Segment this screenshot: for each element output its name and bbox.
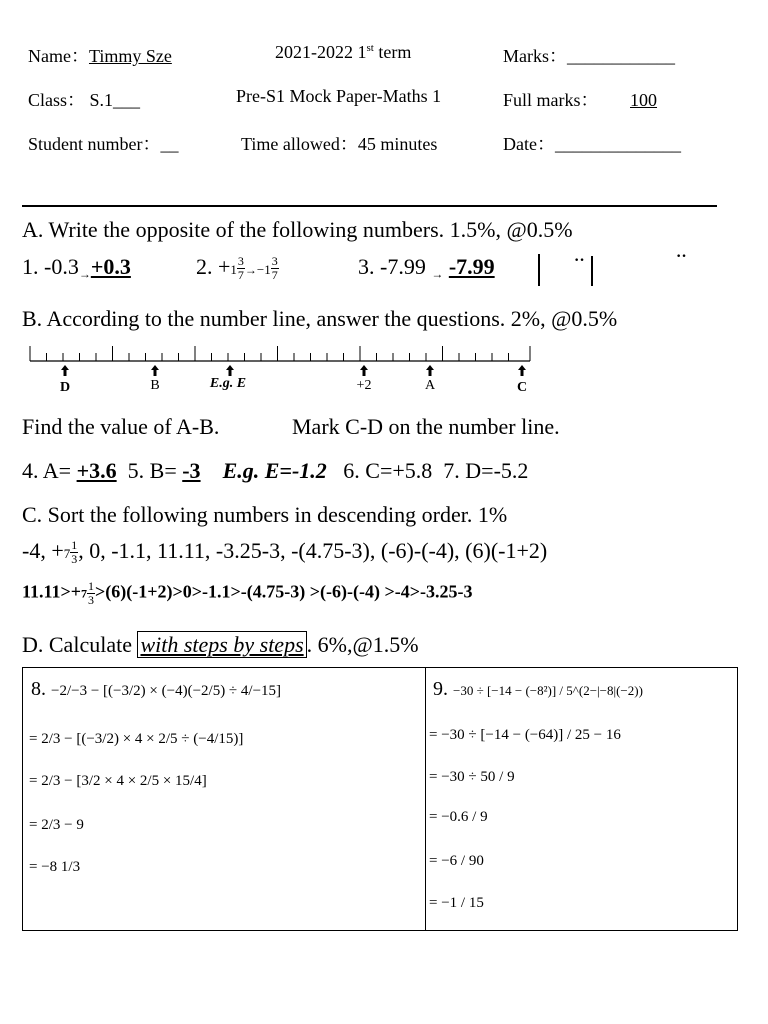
class-value: S.1___ [89,90,141,110]
marker-label-plus2: +2 [356,378,372,393]
q4-answer: +3.6 [76,458,117,483]
answer-part-a: 11.11>+ [22,581,82,602]
q9-expr-6: = −1 / 15 [429,895,484,911]
q9-line5 [429,848,484,871]
date-field [503,130,681,156]
list-part-b: , 0, -1.1, 11.11, -3.25-3, -(4.75-3), (-6)-(-4), (6)(-1+2) [78,538,548,563]
marks-blank[interactable]: ____________ [567,46,675,66]
q9-line4 [429,804,488,827]
section-c-heading: C. Sort the following numbers in descending order. 1% [22,502,508,527]
number-line-ticks [30,346,530,361]
q8-line3 [29,768,207,791]
date-label: Date： [503,134,555,154]
q2-num: 3 [237,254,244,269]
section-b-heading: B. According to the number line, answer the questions. 2%, @0.5% [22,306,618,331]
section-a-q2 [196,254,279,282]
marker-label-e: E.g. E [209,376,247,391]
paper-title: Pre-S1 Mock Paper-Maths 1 [236,86,442,106]
class-label: Class： [28,90,86,110]
list-part-a: -4, + [22,538,64,563]
marker-d [60,365,70,395]
q6-answer: 6. C=+5.8 [343,458,433,483]
answer-den: 3 [88,593,95,607]
year-text: 2021-2022 1 [275,42,367,62]
q7-answer: 7. D=-5.2 [443,458,529,483]
section-a-q1 [22,254,131,282]
q9-label: 9. [433,678,448,700]
arrow-up-icon [360,365,368,376]
arrow-up-icon [426,365,434,376]
class-field [28,86,140,112]
date-blank[interactable]: ______________ [554,134,681,154]
q8-expr-5: = −8 1/3 [29,859,81,875]
example-e: E.g. E=-1.2 [222,458,327,483]
q8-expr-3: = 2/3 − [3/2 × 4 × 2/5 × 15/4] [29,773,207,789]
name-field [28,42,172,68]
marker-c [517,365,527,395]
q5-prefix: 5. B= [127,458,177,483]
student-number-label: Student number： [28,134,161,154]
cursor-bar [538,254,540,286]
arrow-up-icon [226,365,234,376]
marks-field [503,42,675,68]
section-a-q3 [358,254,495,282]
q2-ans-whole: −1 [256,262,271,277]
cursor-bar-2 [591,256,593,286]
term-text: term [373,42,412,62]
section-c-list [22,538,547,566]
q9-expr-1: −30 ÷ [−14 − (−8²)] / 5^(2−|−8|(−2)) [453,683,643,698]
arrow-up-icon [518,365,526,376]
answer-num: 1 [88,579,95,593]
q9-line1 [433,678,643,701]
arrow-up-icon [151,365,159,376]
q8-expr-1: −2/−3 − [(−3/2) × (−4)(−2/5) ÷ 4/−15] [51,683,282,699]
marker-label-b: B [150,378,160,393]
q9-line2 [429,722,621,745]
name-value: Timmy Sze [88,46,172,66]
section-a-heading: A. Write the opposite of the following numbers. 1.5%, @0.5% [22,217,573,242]
q5-answer: -3 [182,458,201,483]
arrow-icon: → [244,263,257,277]
q8-line2 [29,726,243,749]
marker-a [425,365,436,393]
q3-answer: -7.99 [448,254,495,279]
table-divider [425,668,426,930]
header-divider [22,205,717,207]
heading-part-b: . 6%,@1.5% [306,632,419,657]
arrow-icon: → [78,267,91,281]
q9-line6 [429,890,484,913]
q1-prefix: 1. -0.3 [22,254,79,279]
dots-icon: ·· [574,252,585,269]
marker-label-a: A [424,378,436,393]
q1-answer: +0.3 [90,254,131,279]
dots-icon: ·· [676,248,687,265]
full-marks-label: Full marks： [503,90,599,110]
q9-expr-2: = −30 ÷ [−14 − (−64)] / 25 − 16 [429,727,621,743]
heading-part-a: D. Calculate [22,632,138,657]
marker-label-d: D [59,380,71,395]
list-num: 1 [71,538,78,553]
q9-expr-3: = −30 ÷ 50 / 9 [429,769,515,785]
section-d-heading [22,632,419,658]
q9-expr-4: = −0.6 / 9 [429,809,488,825]
student-number-field [28,130,179,156]
full-marks-value: 100 [630,90,658,110]
q8-line4 [29,812,84,835]
q9-expr-5: = −6 / 90 [429,853,484,869]
q2-whole: 1 [230,262,237,277]
q8-expr-2: = 2/3 − [(−3/2) × 4 × 2/5 ÷ (−4/15)] [29,731,244,747]
answer-whole: 7 [81,586,88,601]
heading-boxed: with steps by steps [137,631,306,658]
full-marks-field [503,86,689,112]
q8-expr-4: = 2/3 − 9 [29,817,84,833]
q8-label: 8. [31,678,46,700]
q8-line1 [31,678,281,701]
number-line [22,340,542,395]
q4-prefix: 4. A= [22,458,72,483]
list-whole: 7 [63,546,71,561]
marker-b [150,365,159,393]
q2-ans-den: 7 [271,268,278,283]
term-label [275,42,411,63]
calculation-table [22,667,738,931]
arrow-up-icon [61,365,69,376]
section-b-answers [22,458,528,484]
q2-ans-num: 3 [271,254,278,269]
arrow-icon: → [431,267,444,281]
answer-part-b: >(6)(-1+2)>0>-1.1>-(4.75-3) >(-6)-(-4) >-4>-3.25-3 [95,581,473,602]
student-number-blank[interactable]: __ [160,134,179,154]
q8-line5 [29,854,80,877]
q2-prefix: 2. + [196,254,231,279]
mark-c-minus-d: Mark C-D on the number line. [292,414,560,439]
marker-e [209,365,246,391]
name-label: Name： [28,46,89,66]
section-c-answer [22,580,472,607]
marker-plus2 [357,365,372,393]
year-sup: st [366,42,374,54]
list-den: 3 [71,552,78,567]
q9-line3 [429,764,515,787]
time-allowed: Time allowed：45 minutes [241,134,438,154]
marks-label: Marks： [503,46,567,66]
marker-label-c: C [516,380,528,395]
q2-den: 7 [237,268,244,283]
q3-prefix: 3. -7.99 [358,254,426,279]
find-a-minus-b: Find the value of A-B. [22,414,220,439]
